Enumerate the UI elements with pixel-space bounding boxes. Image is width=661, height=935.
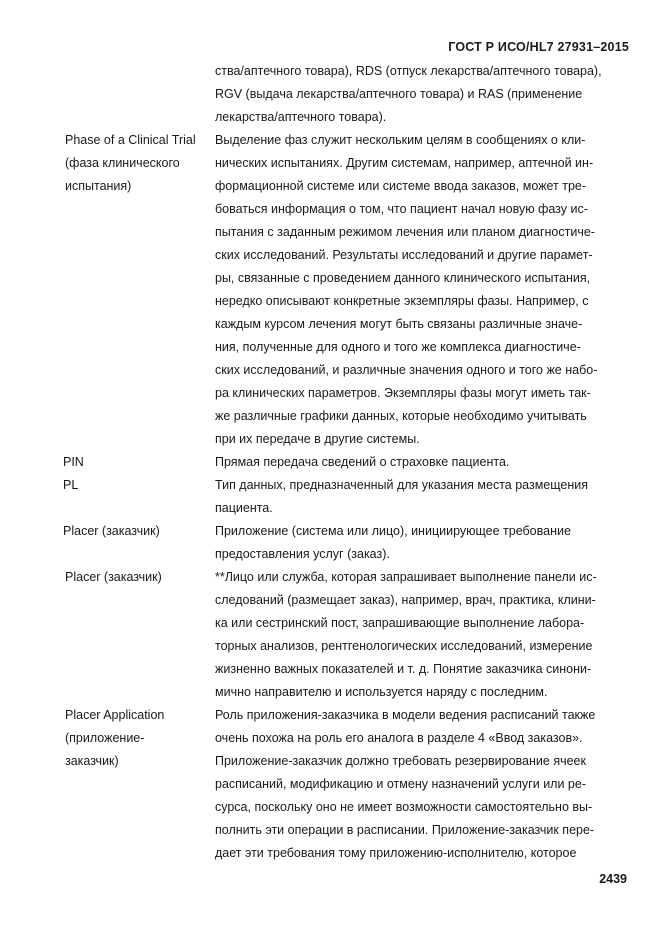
definition-line: каждым курсом лечения могут быть связаны различные значе- [215,317,583,331]
entry-term [65,704,210,773]
definition-line: Приложение (система или лицо), инициирующее требование [215,524,571,538]
entry-term [63,474,208,497]
entry-term [65,566,210,589]
term-line: (фаза клинического [65,156,180,170]
entry-definition [215,474,630,520]
definition-line: расписаний, модификацию и отмену назначений услуги или ре- [215,777,586,791]
definition-line: сурса, поскольку оно не имеет возможности самостоятельно вы- [215,800,593,814]
glossary-entry-continuation [0,60,661,129]
entry-term [63,520,208,543]
term-line: PL [63,478,79,492]
definition-line: нических испытаниях. Другим системам, например, аптечной ин- [215,156,594,170]
definition-line: полнить эти операции в расписании. Приложение-заказчик пере- [215,823,595,837]
term-line: Placer (заказчик) [63,524,160,538]
document-header: ГОСТ Р ИСО/HL7 27931–2015 [448,40,629,54]
definition-line: ры, связанные с проведением данного клинического испытания, [215,271,591,285]
term-line: заказчик) [65,754,119,768]
glossary-entry-pl [0,474,661,520]
term-line: PIN [63,455,84,469]
definition-line: пытания с заданным режимом лечения или планом диагностиче- [215,225,595,239]
glossary-entry-placer [0,520,661,566]
term-line: Placer Application [65,708,165,722]
definition-line: Выделение фаз служит нескольким целям в сообщениях о кли- [215,133,586,147]
definition-line: ния, полученные для одного и того же комплекса диагностиче- [215,340,581,354]
definition-line: ра клинических параметров. Экземпляры фазы могут иметь так- [215,386,591,400]
definition-line: Тип данных, предназначенный для указания места размещения [215,478,589,492]
entry-definition [215,704,630,865]
definition-line: нередко описывают конкретные экземпляры фазы. Например, с [215,294,589,308]
glossary-table [0,60,661,865]
term-line: Placer (заказчик) [65,570,162,584]
entry-definition [215,566,630,704]
entry-term [63,451,208,474]
entry-definition [215,451,630,474]
definition-line: Приложение-заказчик должно требовать резервирование ячеек [215,754,586,768]
definition-line: боваться информация о том, что пациент начал новую фазу ис- [215,202,588,216]
definition-line: торных анализов, рентгенологических исследований, измерение [215,639,593,653]
definition-line: ских исследований, и различные значения одного и того же набо- [215,363,598,377]
definition-line: очень похожа на роль его аналога в разделе 4 «Ввод заказов». [215,731,583,745]
term-line: Phase of a Clinical Trial [65,133,196,147]
definition-line: ка или сестринский пост, запрашивающие выполнение лабора- [215,616,585,630]
glossary-entry-placer-application [0,704,661,865]
definition-line: **Лицо или служба, которая запрашивает выполнение панели ис- [215,570,597,584]
glossary-entry-phase-of-clinical-trial [0,129,661,451]
glossary-entry-placer-alt [0,566,661,704]
definition-line: ских исследований. Результаты исследований и другие парамет- [215,248,593,262]
term-line: испытания) [65,179,132,193]
definition-line: пациента. [215,501,273,515]
page-number: 2439 [599,872,627,886]
definition-line: при их передаче в другие системы. [215,432,420,446]
definition-line: предоставления услуг (заказ). [215,547,390,561]
definition-line: же различные графики данных, которые необходимо учитывать [215,409,587,423]
glossary-entry-pin [0,451,661,474]
definition-line: RGV (выдача лекарства/аптечного товара) и RAS (применение [215,87,583,101]
definition-line: Роль приложения-заказчика в модели ведения расписаний также [215,708,596,722]
definition-line: жизненно важных показателей и т. д. Понятие заказчика синони- [215,662,592,676]
definition-line: ства/аптечного товара), RDS (отпуск лекарства/аптечного товара), [215,64,602,78]
entry-term [65,129,210,198]
entry-definition [215,520,630,566]
definition-line: мично направителю и используется наряду с последним. [215,685,548,699]
term-line: (приложение- [65,731,145,745]
definition-line: формационной системе или системе ввода заказов, может тре- [215,179,587,193]
definition-line: Прямая передача сведений о страховке пациента. [215,455,510,469]
entry-definition [215,60,630,129]
definition-line: дает эти требования тому приложению-исполнителю, которое [215,846,577,860]
definition-line: лекарства/аптечного товара). [215,110,387,124]
entry-definition [215,129,630,451]
definition-line: следований (размещает заказ), например, врач, практика, клини- [215,593,596,607]
